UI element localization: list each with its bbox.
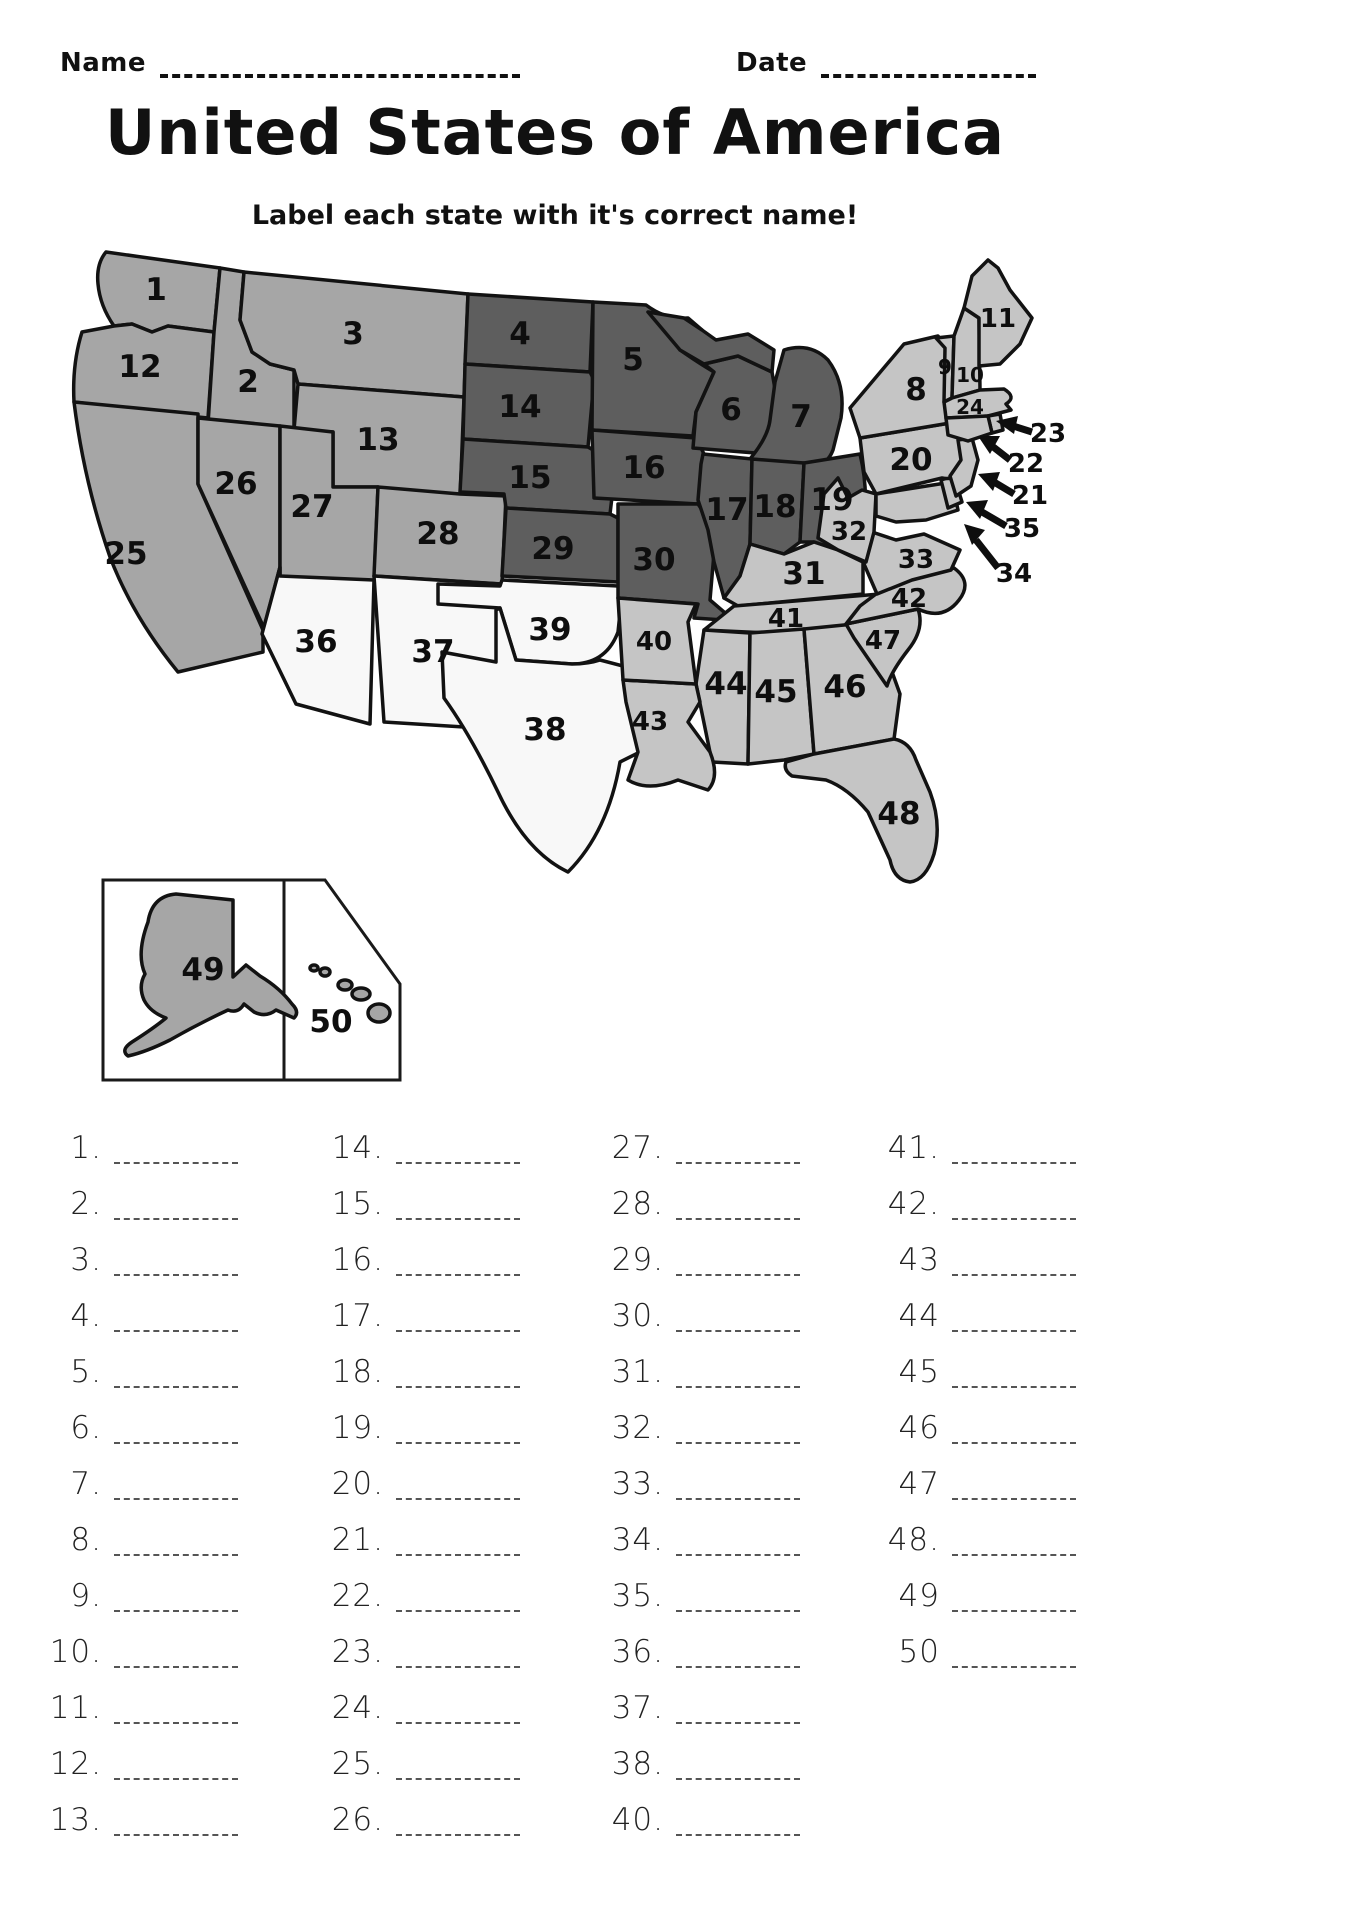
- word-list-row: [30, 1332, 238, 1388]
- state-47-number: 47: [864, 626, 902, 656]
- state-7-number: 7: [790, 399, 812, 435]
- state-31-number: 31: [782, 556, 826, 592]
- word-list-number: 49: [898, 1578, 940, 1614]
- word-list-blank[interactable]: [114, 1188, 238, 1220]
- word-list-row: [30, 1108, 238, 1164]
- state-5-number: 5: [622, 342, 644, 378]
- word-list-number: 46: [898, 1410, 940, 1446]
- word-list-blank[interactable]: [396, 1468, 520, 1500]
- word-list-row: [592, 1724, 800, 1780]
- state-50-number: 50: [309, 1004, 353, 1040]
- word-list-number: 26.: [331, 1802, 384, 1838]
- word-list-blank[interactable]: [114, 1356, 238, 1388]
- word-list-row: [592, 1220, 800, 1276]
- word-list-column-4: [868, 1108, 1076, 1668]
- us-map-svg: [48, 232, 1068, 1092]
- word-list-number: 7.: [70, 1466, 102, 1502]
- word-list-row: [30, 1276, 238, 1332]
- word-list-blank[interactable]: [114, 1636, 238, 1668]
- word-list-row: [30, 1388, 238, 1444]
- word-list-number: 45: [898, 1354, 940, 1390]
- word-list-blank[interactable]: [952, 1412, 1076, 1444]
- word-list-number: 3.: [70, 1242, 102, 1278]
- word-list-number: 22.: [331, 1578, 384, 1614]
- word-list-row: [30, 1220, 238, 1276]
- word-list-number: 50: [898, 1634, 940, 1670]
- word-list-number: 43: [898, 1242, 940, 1278]
- state-25-number: 25: [104, 536, 148, 572]
- word-list-row: [30, 1724, 238, 1780]
- state-6-number: 6: [720, 392, 742, 428]
- word-list-number: 9.: [70, 1578, 102, 1614]
- word-list-blank[interactable]: [396, 1692, 520, 1724]
- word-list-blank[interactable]: [676, 1804, 800, 1836]
- word-list-row: [592, 1388, 800, 1444]
- word-list-blank[interactable]: [676, 1748, 800, 1780]
- state-45-number: 45: [754, 674, 798, 710]
- word-list-number: 13.: [49, 1802, 102, 1838]
- word-list-number: 17.: [331, 1298, 384, 1334]
- word-list-row: [312, 1500, 520, 1556]
- word-list-row: [312, 1556, 520, 1612]
- word-list-blank[interactable]: [396, 1636, 520, 1668]
- word-list-row: [868, 1108, 1076, 1164]
- word-list-row: [312, 1332, 520, 1388]
- word-list-blank[interactable]: [676, 1412, 800, 1444]
- word-list-number: 37.: [611, 1690, 664, 1726]
- word-list-blank[interactable]: [114, 1804, 238, 1836]
- state-40-number: 40: [635, 627, 673, 657]
- state-29-number: 29: [531, 531, 575, 567]
- word-list-blank[interactable]: [396, 1524, 520, 1556]
- word-list-number: 40.: [611, 1802, 664, 1838]
- word-list-number: 41.: [887, 1130, 940, 1166]
- word-list-row: [30, 1500, 238, 1556]
- state-2-number: 2: [237, 364, 259, 400]
- state-12-number: 12: [118, 349, 162, 385]
- word-list-number: 4.: [70, 1298, 102, 1334]
- state-4-number: 4: [509, 316, 531, 352]
- state-38-number: 38: [523, 712, 567, 748]
- arrow-21-number: 21: [1011, 481, 1049, 511]
- word-list-number: 16.: [331, 1242, 384, 1278]
- state-37-number: 37: [411, 634, 455, 670]
- word-list-number: 11.: [49, 1690, 102, 1726]
- state-20-number: 20: [889, 442, 933, 478]
- word-list-blank[interactable]: [396, 1748, 520, 1780]
- word-list-number: 29.: [611, 1242, 664, 1278]
- word-list-blank[interactable]: [676, 1524, 800, 1556]
- state-43-number: 43: [631, 707, 669, 737]
- word-list-row: [868, 1388, 1076, 1444]
- word-list-row: [592, 1276, 800, 1332]
- state-19-number: 19: [810, 482, 854, 518]
- word-list-row: [868, 1332, 1076, 1388]
- word-list-number: 6.: [70, 1410, 102, 1446]
- state-32-number: 32: [830, 517, 868, 547]
- word-list-row: [592, 1780, 800, 1836]
- word-list-number: 5.: [70, 1354, 102, 1390]
- word-list-row: [312, 1724, 520, 1780]
- word-list-row: [30, 1444, 238, 1500]
- state-46-number: 46: [823, 669, 867, 705]
- arrow-34-number: 34: [995, 559, 1033, 589]
- word-list-number: 2.: [70, 1186, 102, 1222]
- state-14-number: 14: [498, 389, 542, 425]
- state-28-number: 28: [416, 516, 460, 552]
- word-list-blank[interactable]: [114, 1580, 238, 1612]
- word-list-blank[interactable]: [396, 1804, 520, 1836]
- word-list-number: 38.: [611, 1746, 664, 1782]
- word-list-blank[interactable]: [676, 1636, 800, 1668]
- word-list-row: [312, 1780, 520, 1836]
- page-title: United States of America: [105, 96, 1005, 169]
- word-list-blank[interactable]: [676, 1132, 800, 1164]
- state-49-number: 49: [181, 952, 225, 988]
- word-list-row: [30, 1612, 238, 1668]
- word-list-column-1: [30, 1108, 238, 1836]
- word-list-row: [868, 1220, 1076, 1276]
- state-41-number: 41: [767, 604, 805, 634]
- page-subtitle: Label each state with it's correct name!: [251, 200, 859, 231]
- word-list-blank[interactable]: [396, 1188, 520, 1220]
- word-list-blank[interactable]: [952, 1468, 1076, 1500]
- word-list-blank[interactable]: [114, 1692, 238, 1724]
- word-list-number: 36.: [611, 1634, 664, 1670]
- word-list-number: 8.: [70, 1522, 102, 1558]
- word-list-row: [592, 1668, 800, 1724]
- word-list-blank[interactable]: [396, 1356, 520, 1388]
- state-27-number: 27: [290, 489, 334, 525]
- word-list-row: [312, 1276, 520, 1332]
- word-list-row: [868, 1556, 1076, 1612]
- arrow-35-number: 35: [1003, 514, 1041, 544]
- state-1-number: 1: [145, 272, 167, 308]
- word-list-blank[interactable]: [676, 1244, 800, 1276]
- word-list-blank[interactable]: [676, 1300, 800, 1332]
- word-list-number: 32.: [611, 1410, 664, 1446]
- word-list-blank[interactable]: [952, 1300, 1076, 1332]
- word-list-row: [868, 1276, 1076, 1332]
- word-list-row: [592, 1332, 800, 1388]
- state-11-number: 11: [979, 304, 1017, 334]
- word-list-blank[interactable]: [952, 1524, 1076, 1556]
- word-list-blank[interactable]: [396, 1412, 520, 1444]
- word-list-number: 15.: [331, 1186, 384, 1222]
- word-list-blank[interactable]: [952, 1580, 1076, 1612]
- word-list-row: [592, 1556, 800, 1612]
- word-list-blank[interactable]: [952, 1636, 1076, 1668]
- state-42-number: 42: [890, 584, 928, 614]
- word-list-number: 47: [898, 1466, 940, 1502]
- word-list-number: 12.: [49, 1746, 102, 1782]
- word-list-row: [30, 1556, 238, 1612]
- word-list-row: [312, 1668, 520, 1724]
- word-list-number: 14.: [331, 1130, 384, 1166]
- name-blank-line[interactable]: [160, 48, 520, 78]
- word-list-blank[interactable]: [676, 1692, 800, 1724]
- word-list-number: 35.: [611, 1578, 664, 1614]
- word-list-number: 18.: [331, 1354, 384, 1390]
- name-label: Name: [60, 48, 147, 78]
- word-list-blank[interactable]: [952, 1188, 1076, 1220]
- state-44-number: 44: [704, 666, 748, 702]
- state-9-number: 9: [938, 355, 952, 379]
- state-15-number: 15: [508, 460, 552, 496]
- word-list-blank[interactable]: [952, 1356, 1076, 1388]
- word-list-row: [312, 1220, 520, 1276]
- state-48-number: 48: [877, 796, 921, 832]
- word-list-number: 30.: [611, 1298, 664, 1334]
- word-list-number: 34.: [611, 1522, 664, 1558]
- word-list-blank[interactable]: [114, 1244, 238, 1276]
- word-list-row: [592, 1108, 800, 1164]
- us-map: [48, 232, 1068, 1092]
- word-list-row: [30, 1668, 238, 1724]
- word-list-column-3: [592, 1108, 800, 1836]
- word-list-number: 42.: [887, 1186, 940, 1222]
- alaska-hawaii-inset: [103, 880, 400, 1080]
- word-list-blank[interactable]: [676, 1468, 800, 1500]
- word-list-blank[interactable]: [676, 1188, 800, 1220]
- state-13-number: 13: [356, 422, 400, 458]
- word-list-row: [312, 1108, 520, 1164]
- arrow-23-number: 23: [1029, 419, 1067, 449]
- state-18-number: 18: [753, 489, 797, 525]
- word-list-blank[interactable]: [952, 1244, 1076, 1276]
- word-list-number: 25.: [331, 1746, 384, 1782]
- word-list-row: [868, 1164, 1076, 1220]
- word-list-blank[interactable]: [114, 1748, 238, 1780]
- word-list-row: [592, 1164, 800, 1220]
- word-list-row: [592, 1500, 800, 1556]
- state-36-number: 36: [294, 624, 338, 660]
- word-list-number: 10.: [49, 1634, 102, 1670]
- word-list-blank[interactable]: [396, 1244, 520, 1276]
- word-list-row: [312, 1164, 520, 1220]
- date-blank-line[interactable]: [821, 48, 1036, 78]
- word-list-number: 1.: [70, 1130, 102, 1166]
- word-list-number: 20.: [331, 1466, 384, 1502]
- word-list-blank[interactable]: [676, 1356, 800, 1388]
- state-8-number: 8: [905, 372, 927, 408]
- state-10-number: 10: [956, 363, 984, 387]
- word-list-number: 48.: [887, 1522, 940, 1558]
- word-list-row: [312, 1612, 520, 1668]
- word-list-blank[interactable]: [114, 1132, 238, 1164]
- word-list-blank[interactable]: [676, 1580, 800, 1612]
- state-17-number: 17: [705, 492, 749, 528]
- word-list-blank[interactable]: [114, 1300, 238, 1332]
- word-list-number: 24.: [331, 1690, 384, 1726]
- state-33-number: 33: [897, 545, 935, 575]
- word-list-number: 21.: [331, 1522, 384, 1558]
- state-24-number: 24: [956, 395, 984, 419]
- word-list-blank[interactable]: [396, 1132, 520, 1164]
- word-list-number: 44: [898, 1298, 940, 1334]
- header-row: [60, 48, 1298, 82]
- date-label: Date: [736, 48, 808, 78]
- word-list-number: 23.: [331, 1634, 384, 1670]
- arrow-22-number: 22: [1007, 449, 1045, 479]
- word-list-blank[interactable]: [952, 1132, 1076, 1164]
- state-39-number: 39: [528, 612, 572, 648]
- word-list-row: [592, 1444, 800, 1500]
- word-list-column-2: [312, 1108, 520, 1836]
- word-list-row: [592, 1612, 800, 1668]
- word-list-blank[interactable]: [396, 1580, 520, 1612]
- word-list-number: 28.: [611, 1186, 664, 1222]
- word-list-row: [30, 1164, 238, 1220]
- word-list-blank[interactable]: [114, 1468, 238, 1500]
- word-list-row: [312, 1444, 520, 1500]
- state-16-number: 16: [622, 450, 666, 486]
- state-26-number: 26: [214, 466, 258, 502]
- word-list-blank[interactable]: [114, 1524, 238, 1556]
- word-list-blank[interactable]: [396, 1300, 520, 1332]
- word-list-row: [30, 1780, 238, 1836]
- word-list-number: 31.: [611, 1354, 664, 1390]
- word-list-row: [868, 1500, 1076, 1556]
- word-list-row: [312, 1388, 520, 1444]
- word-list-blank[interactable]: [114, 1412, 238, 1444]
- word-list-row: [868, 1612, 1076, 1668]
- word-list-number: 19.: [331, 1410, 384, 1446]
- word-list-number: 33.: [611, 1466, 664, 1502]
- word-list-row: [868, 1444, 1076, 1500]
- word-list-number: 27.: [611, 1130, 664, 1166]
- callout-arrows: [964, 416, 1066, 589]
- state-3-number: 3: [342, 316, 364, 352]
- state-30-number: 30: [632, 542, 676, 578]
